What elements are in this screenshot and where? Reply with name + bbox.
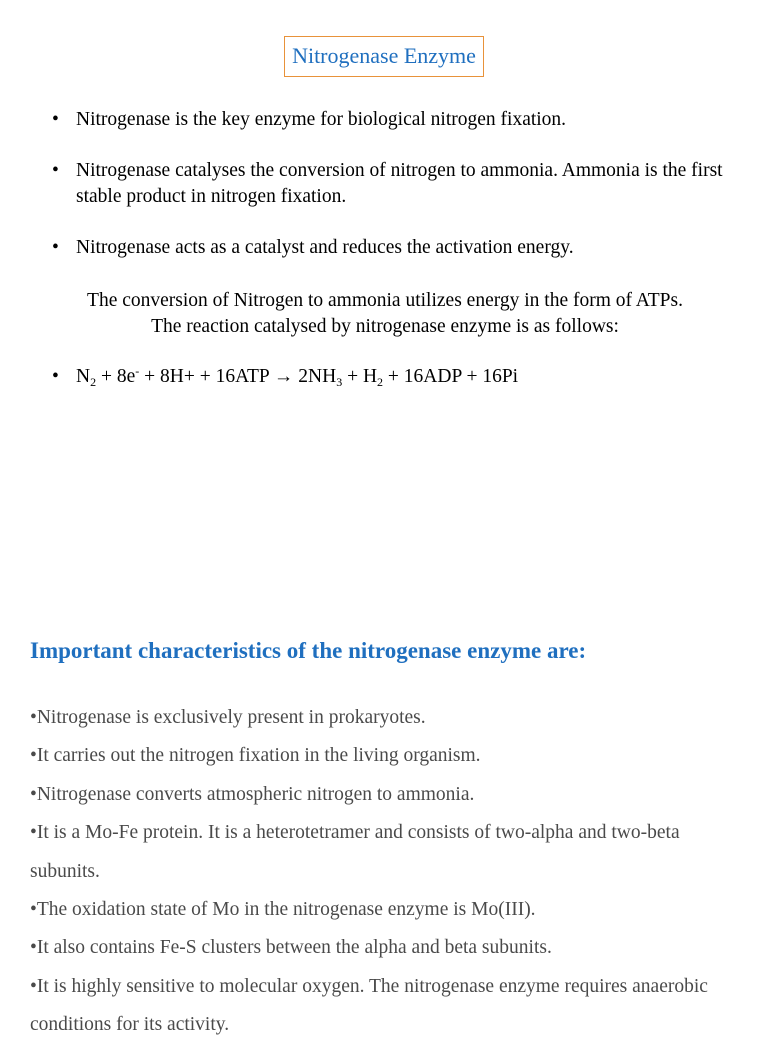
intro-bullet-text: Nitrogenase acts as a catalyst and reduces the activation energy.	[76, 237, 574, 258]
conversion-paragraph	[30, 288, 740, 340]
characteristic-item: •It is a Mo-Fe protein. It is a heterotetramer and consists of two-alpha and two-beta subunits.	[30, 822, 680, 882]
eq-part-4: + 16ADP + 16Pi	[383, 366, 519, 387]
eq-e-superscript: -	[135, 364, 140, 378]
intro-bullet-item	[52, 107, 732, 133]
intro-bullet-list	[52, 107, 732, 286]
characteristic-item: •The oxidation state of Mo in the nitrogenase enzyme is Mo(III).	[30, 899, 536, 921]
characteristic-item: •It also contains Fe-S clusters between the alpha and beta subunits.	[30, 937, 552, 959]
characteristics-heading: Important characteristics of the nitrogenase enzyme are:	[30, 638, 587, 663]
eq-part-1: + 8e	[96, 366, 136, 387]
intro-bullet-item	[52, 158, 732, 210]
intro-bullet-text: Nitrogenase catalyses the conversion of nitrogen to ammonia. Ammonia is the first stable product in nitrogen fixation.	[76, 160, 723, 207]
title-wrapper	[0, 36, 768, 77]
page-title: Nitrogenase Enzyme	[284, 36, 484, 77]
eq-n: N	[76, 366, 91, 387]
intro-bullet-text: Nitrogenase is the key enzyme for biological nitrogen fixation.	[76, 109, 567, 130]
eq-h-subscript: 2	[377, 375, 384, 389]
eq-n-subscript: 2	[90, 375, 97, 389]
bullet-icon: •	[52, 237, 59, 258]
eq-part-2: + 8H+ + 16ATP → 2NH	[139, 366, 337, 387]
characteristics-list	[30, 699, 730, 1045]
reaction-equation	[52, 364, 732, 390]
characteristic-item: •It is highly sensitive to molecular oxygen. The nitrogenase enzyme requires anaerobic conditions for its activity.	[30, 975, 708, 1036]
bullet-icon: •	[52, 109, 59, 130]
conversion-line-2: The reaction catalysed by nitrogenase enzyme is as follows:	[151, 316, 619, 337]
characteristic-item: •It carries out the nitrogen fixation in the living organism.	[30, 745, 481, 767]
bullet-icon: •	[52, 160, 59, 181]
characteristic-item: •Nitrogenase converts atmospheric nitrogen to ammonia.	[30, 783, 475, 805]
eq-part-3: + H	[342, 366, 378, 387]
eq-nh-subscript: 3	[336, 375, 343, 389]
intro-bullet-item	[52, 235, 732, 261]
conversion-line-1: The conversion of Nitrogen to ammonia utilizes energy in the form of ATPs.	[87, 290, 683, 311]
characteristic-item: •Nitrogenase is exclusively present in prokaryotes.	[30, 707, 426, 728]
bullet-icon: •	[52, 366, 59, 387]
